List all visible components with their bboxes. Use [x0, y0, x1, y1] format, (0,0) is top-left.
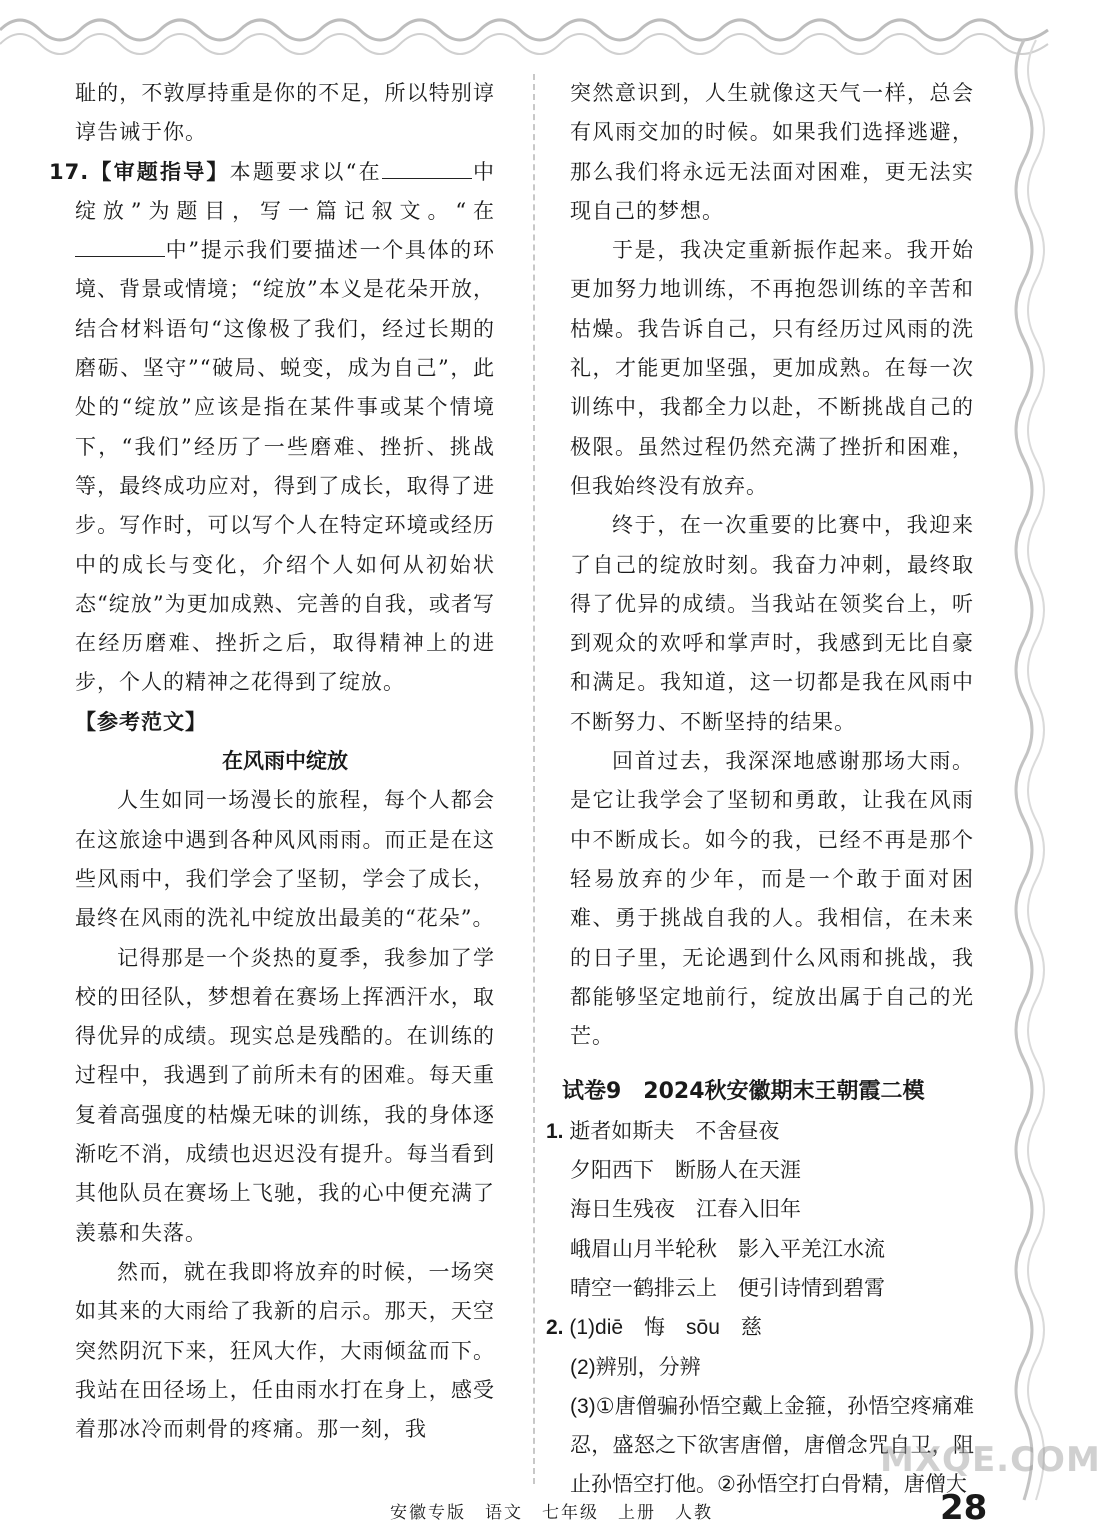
column-divider — [533, 74, 535, 1484]
blank-line-2 — [75, 238, 165, 257]
essay-paragraph-2: 记得那是一个炎热的夏季，我参加了学校的田径队，梦想着在赛场上挥洒汗水，取得优异的成绩。现实总是残酷的。在训练的过程中，我遇到了前所未有的困难。每天重复着高强度的枯燥无味的训练，我的身体逐渐吃不消，成绩也迟迟没有提升。每当看到其他队员在赛场上飞驰，我的心中便充满了羡慕和失落。 — [75, 945, 495, 1245]
q17-text-b: 中绽放”为题目，写一篇记叙文。“在 — [75, 159, 495, 223]
essay-paragraph-3: 然而，就在我即将放弃的时候，一场突如其来的大雨给了我新的启示。那天，天空突然阴沉下来，狂风大作，大雨倾盆而下。我站在田径场上，任由雨水打在身上，感受着那冰冷而刺骨的疼痛。那一刻，我 — [75, 1259, 495, 1442]
answer-1-number: 1. — [546, 1119, 564, 1143]
left-column — [49, 74, 495, 1449]
page-footer — [0, 1488, 1048, 1528]
essay-paragraph-4: 于是，我决定重新振作起来。我开始更加努力地训练，不再抱怨训练的辛苦和枯燥。我告诉自己，只有经历过风雨的洗礼，才能更加坚强，更加成熟。在每一次训练中，我都全力以赴，不断挑战自己的极限。虽然过程仍然充满了挫折和困难，但我始终没有放弃。 — [570, 238, 974, 498]
answer-1-line-3: 海日生残夜 江春入旧年 — [570, 1198, 801, 1222]
q17-text-c: 中”提示我们要描述一个具体的环境、背景或情境；“绽放”本义是花朵开放，结合材料语句“这像极了我们，经过长期的磨砺、坚守”“破局、蜕变，成为自己”，此处的“绽放”应该是指在某件事或某个情境下，“我们”经历了一些磨难、挫折、挑战等，最终成功应对，得到了成长，取得了进步。写作时，可以写个人在特定环境或经历中的成长与变化，介绍个人如何从初始状态“绽放”为更加成熟、完善的自我，或者写在经历磨难、挫折之后，取得精神上的进步，个人的精神之花得到了绽放。 — [75, 238, 495, 695]
answer-2-number: 2. — [546, 1316, 564, 1340]
right-column — [546, 74, 974, 1505]
answer-1-line-1: 逝者如斯夫 不舍昼夜 — [569, 1119, 780, 1143]
answer-1 — [546, 1112, 974, 1308]
watermark: MXQE.COM — [880, 1440, 1101, 1480]
answer-2-line-1: (1)diē 悔 sōu 慈 — [569, 1316, 762, 1340]
essay-paragraph-1: 人生如同一场漫长的旅程，每个人都会在这旅途中遇到各种风风雨雨。而正是在这些风雨中，我们学会了坚韧，学会了成长，最终在风雨的洗礼中绽放出最美的“花朵”。 — [75, 788, 495, 931]
answer-1-line-5: 晴空一鹤排云上 便引诗情到碧霄 — [570, 1276, 885, 1300]
question-17 — [49, 153, 495, 703]
q17-text-a: 本题要求以“在 — [229, 159, 382, 184]
answer-1-line-2: 夕阳西下 断肠人在天涯 — [570, 1159, 801, 1183]
reference-essay-label: 【参考范文】 — [75, 709, 207, 734]
essay-paragraph-3-continued: 突然意识到，人生就像这天气一样，总会有风雨交加的时候。如果我们选择逃避，那么我们将永远无法面对困难，更无法实现自己的梦想。 — [570, 81, 974, 223]
left-para-continued: 耻的，不敦厚持重是你的不足，所以特别谆谆告诫于你。 — [75, 81, 495, 145]
wavy-border-top — [0, 0, 1048, 70]
exam-section-title: 试卷9 2024秋安徽期末王朝霞二模 — [562, 1079, 925, 1105]
answer-2-line-3: (3)①唐僧骗孙悟空戴上金箍，孙悟空疼痛难忍，盛怒之下欲害唐僧，唐僧念咒自卫，阻止孙悟空打他。②孙悟空打白骨精，唐僧大 — [570, 1394, 974, 1497]
answer-1-line-4: 峨眉山月半轮秋 影入平羌江水流 — [570, 1237, 885, 1261]
essay-title: 在风雨中绽放 — [222, 749, 348, 774]
essay-paragraph-6: 回首过去，我深深地感谢那场大雨。是它让我学会了坚韧和勇敢，让我在风雨中不断成长。如今的我，已经不再是那个轻易放弃的少年，而是一个敢于面对困难、勇于挑战自我的人。我相信，在未来的日子里，无论遇到什么风雨和挑战，我都能够坚定地前行，绽放出属于自己的光芒。 — [570, 749, 974, 1049]
wavy-border-right — [1000, 40, 1048, 1500]
essay-paragraph-5: 终于，在一次重要的比赛中，我迎来了自己的绽放时刻。我奋力冲刺，最终取得了优异的成绩。当我站在领奖台上，听到观众的欢呼和掌声时，我感到无比自豪和满足。我知道，这一切都是我在风雨中不断努力、不断坚持的结果。 — [570, 513, 974, 734]
footer-text: 安徽专版 语文 七年级 上册 人教 — [390, 1503, 713, 1523]
answer-2-line-2: (2)辨别，分辨 — [570, 1355, 701, 1379]
page-number: 28 — [940, 1488, 988, 1528]
blank-line-1 — [382, 160, 472, 179]
question-17-number: 17. — [49, 159, 90, 184]
review-guide-label: 【审题指导】 — [89, 159, 230, 184]
